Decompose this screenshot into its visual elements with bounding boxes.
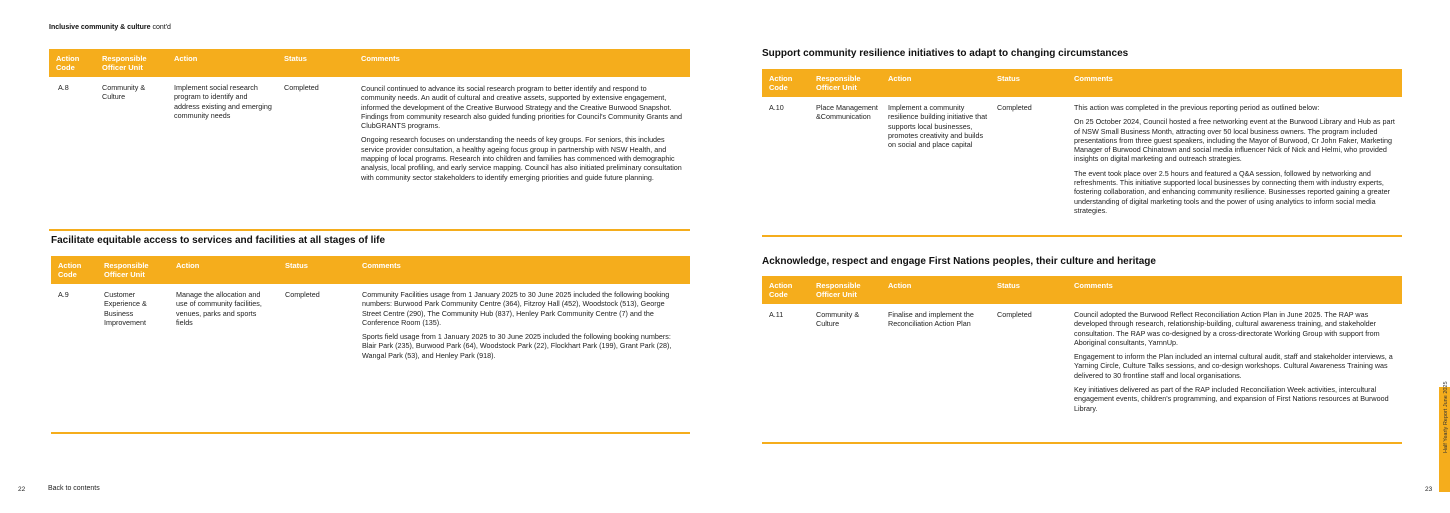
header-action-code: Action Code — [58, 261, 82, 279]
row-action: Implement social research program to identify and address existing and emerging community needs — [174, 83, 272, 120]
comment-paragraph: Key initiatives delivered as part of the RAP included Reconciliation Week activities, intercultural engagement events, children's programming, and expansion of First Nations resources at Burwood Library. — [1074, 385, 1389, 413]
row-status: Completed — [284, 83, 319, 92]
header-status: Status — [284, 54, 307, 63]
row-comments — [1074, 103, 1400, 220]
row-status: Completed — [997, 103, 1032, 112]
row-responsible-unit: Customer Experience & Business Improvement — [104, 290, 147, 327]
header-action-code: Action Code — [56, 54, 80, 72]
section-title: Facilitate equitable access to services and facilities at all stages of life — [51, 235, 386, 246]
page-number: 23 — [1425, 486, 1433, 493]
divider — [49, 229, 690, 231]
comment-paragraph: Community Facilities usage from 1 January 2025 to 30 June 2025 included the following booking numbers: Burwood Park Community Centre (364), Fitzroy Hall (452), Woodstock (513), George Street Centre (290), The Community Hub (837), Henley Park Community Centre (7) and the Conference Room (135). — [362, 290, 670, 327]
comment-paragraph: Council continued to advance its social research program to better identify and respond to community needs. An audit of cultural and creative assets, supported by extensive engagement, informed the development of the Creative Burwood Strategy and the Creative Burwood Snapshot. Findings from community research also guided funding priorities for Council's Community Grants and ClubGRANTS programs. — [361, 84, 682, 131]
header-action: Action — [174, 54, 198, 63]
running-head — [49, 24, 171, 31]
comment-paragraph: Sports field usage from 1 January 2025 to 30 June 2025 included the following booking numbers: Blair Park (235), Burwood Park (64), Woodstock Park (22), Flockhart Park (199), Grant Park (28), Wangal Park (53), and Henley Park (918). — [362, 332, 672, 360]
row-action: Implement a community resilience building initiative that supports local businesses, promotes creativity and builds on social and place capital — [888, 103, 988, 150]
running-head-title: Inclusive community & culture — [49, 24, 151, 31]
row-responsible-unit: Place Management &Communication — [816, 103, 878, 122]
header-comments: Comments — [362, 261, 401, 270]
header-status: Status — [285, 261, 308, 270]
right-page — [725, 0, 1450, 513]
comment-paragraph: Engagement to inform the Plan included an internal cultural audit, staff and stakeholder interviews, a Yarning Circle, Culture Talks sessions, and co-design workshops. Cultural Awareness Training was delivered to 30 frontline staff and local organisations. — [1074, 352, 1393, 380]
header-action: Action — [888, 281, 912, 290]
running-head-suffix: cont'd — [150, 24, 171, 31]
header-action-code: Action Code — [769, 74, 793, 92]
table-header — [762, 276, 1402, 304]
header-responsible-unit: Responsible Officer Unit — [816, 74, 861, 92]
header-responsible-unit: Responsible Officer Unit — [816, 281, 861, 299]
header-action: Action — [888, 74, 912, 83]
comment-paragraph: Ongoing research focuses on understanding the needs of key groups. For seniors, this includes service provider consultation, a healthy ageing focus group in partnership with NSW Health, and mapping of local programs. Research into children and families has commenced with demographic analysis, local profiling, and early service mapping. Council has also initiated preliminary consultation with community sector stakeholders to identify emerging priorities and guide future planning. — [361, 135, 682, 182]
header-status: Status — [997, 74, 1020, 83]
row-status: Completed — [285, 290, 320, 299]
header-status: Status — [997, 281, 1020, 290]
row-comments — [1074, 310, 1400, 418]
table-header — [49, 49, 690, 77]
comment-paragraph: On 25 October 2024, Council hosted a free networking event at the Burwood Library and Hub as part of NSW Small Business Month, attracting over 50 local business owners. The program included presentations from three guest speakers, including the Mayor of Burwood, Cr John Faker, Marketing Manager of Burwood Chinatown and social media influencer Nick of Nick and Helmi, who provided insights on digital marketing and outreach strategies. — [1074, 117, 1395, 164]
header-comments: Comments — [1074, 281, 1113, 290]
header-responsible-unit: Responsible Officer Unit — [104, 261, 149, 279]
row-action-code: A.11 — [769, 310, 784, 319]
back-to-contents-link[interactable]: Back to contents — [48, 485, 100, 492]
section-title: Acknowledge, respect and engage First Nations peoples, their culture and heritage — [762, 256, 1156, 267]
row-status: Completed — [997, 310, 1032, 319]
row-responsible-unit: Community & Culture — [816, 310, 860, 329]
row-action-code: A.8 — [58, 83, 69, 92]
header-action: Action — [176, 261, 200, 270]
row-comments — [362, 290, 684, 365]
header-comments: Comments — [1074, 74, 1113, 83]
header-comments: Comments — [361, 54, 400, 63]
row-action-code: A.9 — [58, 290, 69, 299]
comment-paragraph: This action was completed in the previous reporting period as outlined below: — [1074, 103, 1320, 112]
table-header — [762, 69, 1402, 97]
header-responsible-unit: Responsible Officer Unit — [102, 54, 147, 72]
divider — [51, 432, 690, 434]
page-number: 22 — [18, 486, 26, 493]
row-comments — [361, 84, 683, 187]
table-header — [51, 256, 690, 284]
row-action: Finalise and implement the Reconciliation Action Plan — [888, 310, 974, 329]
comment-paragraph: The event took place over 2.5 hours and featured a Q&A session, followed by networking and refreshments. This initiative supported local businesses by connecting them with industry experts, fostering collaboration, and enhancing community resilience. Businesses reported gaining a greater understanding of digital marketing tools and the power of using analytics to inform social media strategies. — [1074, 168, 1391, 215]
comment-paragraph: Council adopted the Burwood Reflect Reconciliation Action Plan in June 2025. The RAP was developed through research, relationship-building, cultural awareness training, and stakeholder consultation. The RAP was co-designed by a cross-directorate Working Group with support from Aboriginal consultants, YarnnUp. — [1074, 310, 1380, 347]
report-label: Half Yearly Report June 2025 — [1443, 381, 1449, 453]
row-action: Manage the allocation and use of community facilities, venues, parks and sports fields — [176, 290, 262, 327]
header-action-code: Action Code — [769, 281, 793, 299]
divider — [762, 442, 1402, 444]
divider — [762, 235, 1402, 237]
row-responsible-unit: Community & Culture — [102, 83, 146, 102]
section-title: Support community resilience initiatives to adapt to changing circumstances — [762, 48, 1129, 59]
row-action-code: A.10 — [769, 103, 784, 112]
